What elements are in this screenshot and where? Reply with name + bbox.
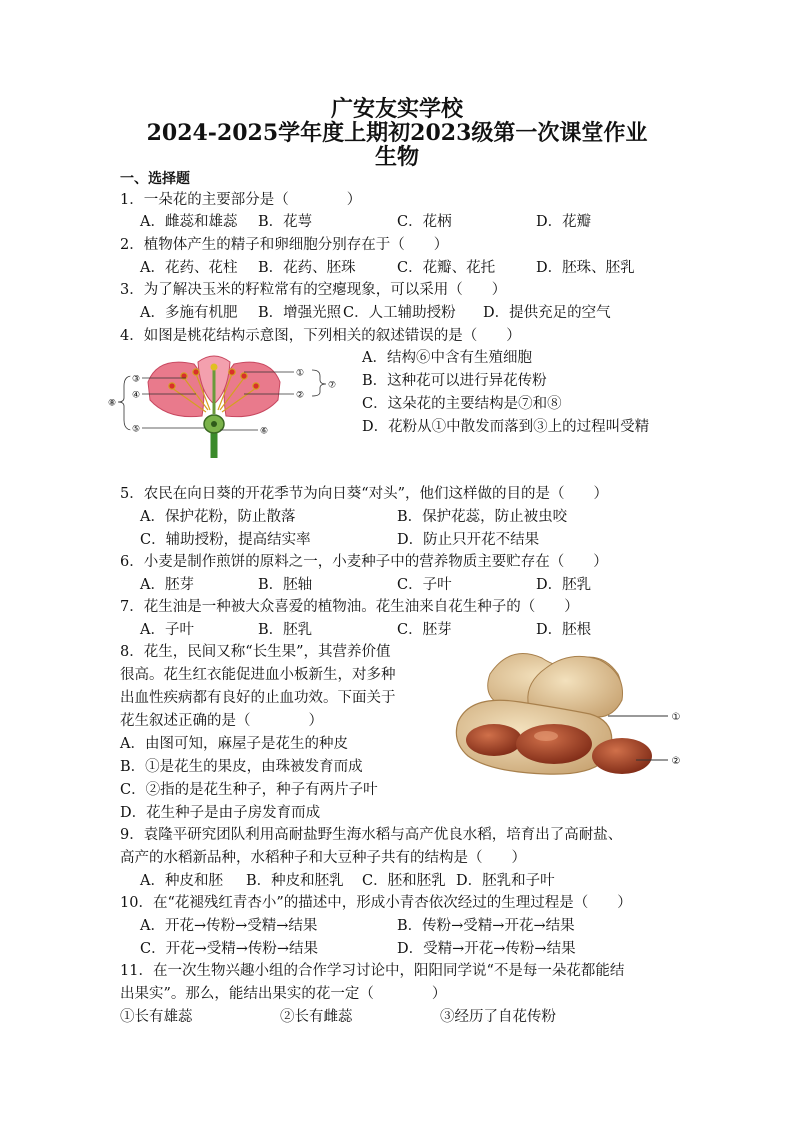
ovule-shape — [211, 421, 217, 427]
question-4-option-d: D．花粉从①中散发而落到③上的过程叫受精 — [362, 419, 650, 435]
peanut-seed-1 — [466, 724, 522, 756]
question-11-stem-line-1: 11．在一次生物兴趣小组的合作学习讨论中，阳阳同学说“不是每一朵花都能结 — [120, 963, 625, 979]
question-7-option-c: C．胚芽 — [397, 622, 452, 638]
question-11-stem-line-2: 出果实”。那么，能结出果实的花一定（ ） — [120, 986, 447, 1002]
question-7-stem: 7．花生油是一种被大众喜爱的植物油。花生油来自花生种子的（ ） — [120, 599, 579, 615]
peanut-photo — [450, 644, 690, 784]
question-9-option-c: C．胚和胚乳 — [362, 873, 446, 889]
seed-highlight — [534, 731, 558, 741]
question-4-stem: 4．如图是桃花结构示意图，下列相关的叙述错误的是（ ） — [120, 328, 521, 344]
stigma-shape — [211, 364, 218, 371]
peanut-seed-3 — [592, 738, 652, 774]
question-8-option-b: B．①是花生的果皮，由珠被发育而成 — [120, 759, 363, 775]
question-8-stem-line-4: 花生叙述正确的是（ ） — [120, 713, 323, 729]
peanut-seed-2 — [516, 724, 592, 764]
question-9-stem-line-2: 高产的水稻新品种，水稻种子和大豆种子共有的结构是（ ） — [120, 850, 526, 866]
svg-text:⑥: ⑥ — [259, 426, 269, 437]
question-5-stem: 5．农民在向日葵的开花季节为向日葵“对头”，他们这样做的目的是（ ） — [120, 486, 609, 502]
svg-text:③: ③ — [131, 374, 141, 385]
question-1-option-d: D．花瓣 — [536, 214, 592, 230]
question-7-option-a: A．子叶 — [140, 622, 194, 638]
question-1-option-a: A．雌蕊和雄蕊 — [140, 214, 238, 230]
svg-text:⑤: ⑤ — [131, 424, 141, 435]
question-9-option-d: D．胚乳和子叶 — [456, 873, 555, 889]
question-2-stem: 2．植物体产生的精子和卵细胞分别存在于（ ） — [120, 237, 449, 253]
question-8-stem-line-3: 出血性疾病都有良好的止血功效。下面关于 — [120, 690, 396, 706]
question-10-option-b: B．传粉→受精→开花→结果 — [397, 918, 575, 934]
question-6-option-d: D．胚乳 — [536, 577, 592, 593]
question-10-option-a: A．开花→传粉→受精→结果 — [140, 918, 318, 934]
peach-flower-diagram — [98, 352, 350, 458]
svg-text:②: ② — [295, 390, 305, 401]
question-6-option-a: A．胚芽 — [140, 577, 194, 593]
question-3-option-a: A．多施有机肥 — [140, 305, 238, 321]
question-2-option-c: C．花瓣、花托 — [397, 260, 496, 276]
question-3-option-d: D．提供充足的空气 — [483, 305, 611, 321]
question-7-option-d: D．胚根 — [536, 622, 592, 638]
question-8-option-a: A．由图可知，麻屋子是花生的种皮 — [120, 736, 348, 752]
question-4-option-b: B．这种花可以进行异花传粉 — [362, 373, 547, 389]
question-6-stem: 6．小麦是制作煎饼的原料之一，小麦种子中的营养物质主要贮存在（ ） — [120, 554, 608, 570]
svg-text:⑧: ⑧ — [107, 398, 117, 409]
question-2-option-b: B．花药、胚珠 — [258, 260, 356, 276]
question-1-stem: 1．一朵花的主要部分是（ ） — [120, 192, 362, 208]
question-9-option-a: A．种皮和胚 — [140, 873, 223, 889]
question-6-option-c: C．子叶 — [397, 577, 452, 593]
question-1-option-b: B．花萼 — [258, 214, 313, 230]
svg-text:①: ① — [295, 368, 305, 379]
question-2-option-a: A．花药、花柱 — [140, 260, 238, 276]
question-11-choice-2: ②长有雌蕊 — [280, 1009, 353, 1025]
assignment-title: 2024-2025学年度上期初2023级第一次课堂作业 — [146, 120, 648, 146]
question-3-option-c: C．人工辅助授粉 — [343, 305, 456, 321]
question-8-option-d: D．花生种子是由子房发育而成 — [120, 805, 321, 821]
question-9-stem-line-1: 9．袁隆平研究团队利用高耐盐野生海水稻与高产优良水稻，培育出了高耐盐、 — [120, 827, 623, 843]
subject-title: 生物 — [374, 144, 419, 170]
question-1-option-c: C．花柄 — [397, 214, 452, 230]
question-10-option-c: C．开花→受精→传粉→结果 — [140, 941, 319, 957]
question-8-stem-line-1: 8．花生，民间又称“长生果”，其营养价值 — [120, 644, 391, 660]
question-5-option-a: A．保护花粉，防止散落 — [140, 509, 296, 525]
question-10-stem: 10．在“花褪残红青杏小”的描述中，形成小青杏依次经过的生理过程是（ ） — [120, 895, 632, 911]
question-8-option-c: C．②指的是花生种子，种子有两片子叶 — [120, 782, 378, 798]
svg-text:④: ④ — [131, 390, 141, 401]
question-10-option-d: D．受精→开花→传粉→结果 — [397, 941, 576, 957]
question-11-choice-3: ③经历了自花传粉 — [440, 1009, 556, 1025]
peanut-label-2: ② — [671, 756, 681, 767]
question-5-option-b: B．保护花蕊，防止被虫咬 — [397, 509, 568, 525]
question-7-option-b: B．胚乳 — [258, 622, 313, 638]
question-4-option-a: A．结构⑥中含有生殖细胞 — [362, 350, 532, 366]
question-6-option-b: B．胚轴 — [258, 577, 313, 593]
question-8-stem-line-2: 很高。花生红衣能促进血小板新生，对多种 — [120, 667, 396, 683]
question-3-option-b: B．增强光照 — [258, 305, 342, 321]
question-4-option-c: C．这朵花的主要结构是⑦和⑧ — [362, 396, 562, 412]
svg-text:⑦: ⑦ — [327, 380, 337, 391]
question-5-option-c: C．辅助授粉，提高结实率 — [140, 532, 311, 548]
question-9-option-b: B．种皮和胚乳 — [246, 873, 344, 889]
question-5-option-d: D．防止只开花不结果 — [397, 532, 540, 548]
question-3-stem: 3．为了解决玉米的籽粒常有的空瘪现象，可以采用（ ） — [120, 282, 507, 298]
school-title: 广安友实学校 — [330, 96, 463, 122]
peanut-label-1: ① — [671, 712, 681, 723]
question-2-option-d: D．胚珠、胚乳 — [536, 260, 635, 276]
section-heading: 一、选择题 — [120, 171, 190, 187]
question-11-choice-1: ①长有雄蕊 — [120, 1009, 193, 1025]
